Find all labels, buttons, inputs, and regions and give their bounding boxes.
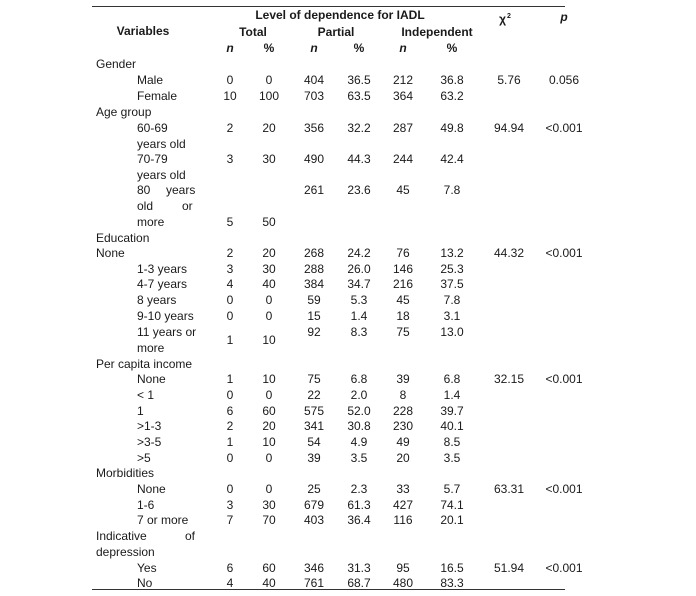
- cell-p: 0.056: [548, 73, 580, 87]
- cell-pp: 8.3: [350, 325, 368, 339]
- cell-pp: 23.6: [347, 183, 371, 197]
- cell-pp: 44.3: [347, 152, 371, 166]
- cell-tn: 4: [226, 277, 234, 291]
- cell-in: 8: [399, 388, 407, 402]
- cell-pp: 32.2: [347, 121, 371, 135]
- category-label: Per capita income: [96, 357, 193, 371]
- cell-in: 75: [396, 325, 410, 339]
- row-label: Yes: [137, 561, 157, 575]
- cell-tn: 0: [226, 482, 234, 496]
- cell-pn: 404: [303, 73, 325, 87]
- cell-ip: 5.7: [443, 482, 461, 496]
- pct-header: %: [446, 41, 458, 55]
- cell-ip: 36.8: [440, 73, 464, 87]
- cell-ip: 74.1: [440, 498, 464, 512]
- row-label: None: [137, 482, 166, 496]
- cell-tp: 0: [265, 73, 273, 87]
- cell-tn: 2: [226, 121, 234, 135]
- cell-tp: 10: [262, 372, 276, 386]
- cell-chi: 94.94: [493, 121, 525, 135]
- cell-pp: 5.3: [350, 293, 368, 307]
- cell-ip: 83.3: [440, 576, 464, 590]
- cell-p: <0.001: [545, 372, 583, 386]
- cell-in: 427: [392, 498, 414, 512]
- cell-pp: 24.2: [347, 246, 371, 260]
- row-label: more: [137, 215, 165, 229]
- cell-pn: 288: [303, 262, 325, 276]
- cell-pn: 59: [307, 293, 321, 307]
- row-label: years: [166, 183, 196, 197]
- cell-tn: 3: [226, 152, 234, 166]
- row-label: Male: [137, 73, 164, 87]
- cell-pp: 1.4: [350, 309, 368, 323]
- cell-pp: 61.3: [347, 498, 371, 512]
- cell-chi: 5.76: [497, 73, 521, 87]
- cell-ip: 3.5: [443, 451, 461, 465]
- cell-tp: 0: [265, 293, 273, 307]
- cell-in: 49: [396, 435, 410, 449]
- cell-ip: 42.4: [440, 152, 464, 166]
- cell-ip: 13.2: [440, 246, 464, 260]
- row-label: 1-3 years: [137, 262, 188, 276]
- category-label: Gender: [96, 57, 137, 71]
- cell-pp: 2.0: [350, 388, 368, 402]
- row-label: 70-79: [137, 152, 168, 166]
- cell-ip: 39.7: [440, 404, 464, 418]
- cell-pp: 31.3: [347, 561, 371, 575]
- row-label: 1-6: [137, 498, 155, 512]
- row-label: >3-5: [137, 435, 162, 449]
- cell-pn: 268: [303, 246, 325, 260]
- cell-tp: 40: [262, 576, 276, 590]
- row-label: 60-69: [137, 121, 168, 135]
- cell-pn: 54: [307, 435, 321, 449]
- cell-pn: 703: [303, 89, 325, 103]
- cell-tp: 30: [262, 152, 276, 166]
- row-label: 8 years: [137, 293, 177, 307]
- row-label: 7 or more: [137, 513, 189, 527]
- category-label: Indicative: [96, 529, 147, 543]
- row-label: >1-3: [137, 419, 162, 433]
- row-label: old: [137, 199, 154, 213]
- row-label: >5: [137, 451, 151, 465]
- cell-pn: 575: [303, 404, 325, 418]
- cell-pn: 761: [303, 576, 325, 590]
- cell-tp: 0: [265, 388, 273, 402]
- cell-pp: 52.0: [347, 404, 371, 418]
- category-label: depression: [96, 545, 155, 559]
- cell-p: <0.001: [545, 561, 583, 575]
- cell-tp: 100: [258, 89, 280, 103]
- cell-tn: 0: [226, 73, 234, 87]
- p-value-header: p: [560, 10, 568, 24]
- cell-in: 18: [396, 309, 410, 323]
- cell-tp: 40: [262, 277, 276, 291]
- row-label: 80: [137, 183, 151, 197]
- cell-in: 45: [396, 293, 410, 307]
- cell-ip: 13.0: [440, 325, 464, 339]
- cell-ip: 16.5: [440, 561, 464, 575]
- cell-p: <0.001: [545, 246, 583, 260]
- cell-ip: 63.2: [440, 89, 464, 103]
- cell-ip: 3.1: [443, 309, 461, 323]
- row-label: None: [137, 372, 166, 386]
- cell-pn: 15: [307, 309, 321, 323]
- cell-chi: 32.15: [493, 372, 525, 386]
- cell-pn: 25: [307, 482, 321, 496]
- cell-tn: 4: [226, 576, 234, 590]
- row-label: 1: [137, 404, 144, 418]
- row-label: No: [137, 576, 153, 590]
- cell-in: 76: [396, 246, 410, 260]
- cell-pp: 68.7: [347, 576, 371, 590]
- cell-tp: 30: [262, 498, 276, 512]
- cell-tp: 0: [265, 482, 273, 496]
- total-header: Total: [239, 25, 267, 39]
- cell-pp: 34.7: [347, 277, 371, 291]
- cell-chi: 51.94: [493, 561, 525, 575]
- category-label: Education: [96, 231, 150, 245]
- cell-in: 39: [396, 372, 410, 386]
- cell-pn: 261: [303, 183, 325, 197]
- cell-in: 20: [396, 451, 410, 465]
- cell-pn: 679: [303, 498, 325, 512]
- cell-in: 244: [392, 152, 414, 166]
- cell-tn: 10: [223, 89, 237, 103]
- cell-pp: 2.3: [350, 482, 368, 496]
- cell-in: 364: [392, 89, 414, 103]
- variables-header: Variables: [116, 24, 170, 38]
- cell-tn: 2: [226, 246, 234, 260]
- n-header: n: [310, 41, 318, 55]
- cell-tn: 3: [226, 498, 234, 512]
- cell-ip: 1.4: [443, 388, 461, 402]
- row-label: more: [137, 341, 165, 355]
- row-label: years old: [137, 137, 186, 151]
- cell-pp: 36.4: [347, 513, 371, 527]
- cell-tp: 0: [265, 451, 273, 465]
- cell-tp: 20: [262, 419, 276, 433]
- n-header: n: [399, 41, 407, 55]
- cell-ip: 8.5: [443, 435, 461, 449]
- cell-pp: 36.5: [347, 73, 371, 87]
- cell-ip: 20.1: [440, 513, 464, 527]
- n-header: n: [226, 41, 234, 55]
- row-label: None: [96, 246, 125, 260]
- cell-chi: 44.32: [493, 246, 525, 260]
- cell-tn: 0: [226, 388, 234, 402]
- cell-pn: 356: [303, 121, 325, 135]
- cell-tp: 0: [265, 309, 273, 323]
- cell-tp: 10: [262, 333, 276, 347]
- cell-in: 228: [392, 404, 414, 418]
- cell-tn: 1: [226, 372, 234, 386]
- cell-ip: 7.8: [443, 293, 461, 307]
- cell-tn: 1: [226, 333, 234, 347]
- cell-ip: 37.5: [440, 277, 464, 291]
- cell-in: 116: [393, 513, 413, 527]
- cell-pp: 3.5: [350, 451, 368, 465]
- cell-tp: 10: [262, 435, 276, 449]
- independent-header: Independent: [401, 25, 473, 39]
- cell-ip: 25.3: [440, 262, 464, 276]
- group-header: Level of dependence for IADL: [255, 8, 425, 22]
- pct-header: %: [263, 41, 275, 55]
- cell-tn: 6: [226, 561, 234, 575]
- cell-tn: 6: [226, 404, 234, 418]
- cell-pp: 30.8: [347, 419, 371, 433]
- cell-in: 212: [392, 73, 414, 87]
- cell-tn: 3: [226, 262, 234, 276]
- cell-in: 216: [392, 277, 414, 291]
- cell-tn: 0: [226, 309, 234, 323]
- cell-pp: 26.0: [347, 262, 371, 276]
- bottom-rule: [92, 589, 565, 590]
- pct-header: %: [353, 41, 365, 55]
- category-label: of: [185, 529, 196, 543]
- cell-p: <0.001: [545, 482, 583, 496]
- row-label: 9-10 years: [137, 309, 194, 323]
- cell-pn: 403: [303, 513, 325, 527]
- cell-chi: 63.31: [493, 482, 525, 496]
- cell-tn: 1: [226, 435, 234, 449]
- cell-pn: 490: [303, 152, 325, 166]
- partial-header: Partial: [317, 25, 355, 39]
- cell-tp: 60: [262, 404, 276, 418]
- cell-pn: 341: [303, 419, 325, 433]
- cell-pn: 346: [303, 561, 325, 575]
- cell-pp: 63.5: [347, 89, 371, 103]
- category-label: Age group: [96, 105, 152, 119]
- row-label: < 1: [137, 388, 155, 402]
- cell-tn: 7: [226, 513, 234, 527]
- row-label: 4-7 years: [137, 277, 188, 291]
- cell-in: 480: [392, 576, 414, 590]
- chi-square-header: $\chi^2$: [499, 12, 511, 26]
- cell-pn: 384: [303, 277, 325, 291]
- category-label: Morbidities: [96, 466, 155, 480]
- cell-pp: 4.9: [350, 435, 368, 449]
- cell-pp: 6.8: [350, 372, 368, 386]
- top-rule: [92, 6, 565, 7]
- cell-tp: 60: [262, 561, 276, 575]
- row-label: Female: [137, 89, 178, 103]
- cell-pn: 92: [307, 325, 321, 339]
- cell-tn: 5: [226, 215, 234, 229]
- cell-tp: 20: [262, 246, 276, 260]
- cell-in: 33: [396, 482, 410, 496]
- cell-ip: 6.8: [443, 372, 461, 386]
- cell-in: 230: [392, 419, 414, 433]
- cell-in: 95: [396, 561, 410, 575]
- cell-pn: 39: [307, 451, 321, 465]
- cell-pn: 75: [307, 372, 321, 386]
- cell-in: 45: [396, 183, 410, 197]
- row-label: years old: [137, 168, 186, 182]
- cell-tp: 70: [262, 513, 276, 527]
- cell-pn: 22: [307, 388, 321, 402]
- cell-tn: 0: [226, 293, 234, 307]
- cell-tn: 2: [226, 419, 234, 433]
- cell-tn: 0: [226, 451, 234, 465]
- cell-ip: 40.1: [440, 419, 464, 433]
- cell-p: <0.001: [545, 121, 583, 135]
- cell-tp: 30: [262, 262, 276, 276]
- cell-in: 287: [392, 121, 414, 135]
- cell-ip: 49.8: [440, 121, 464, 135]
- cell-ip: 7.8: [443, 183, 461, 197]
- cell-in: 146: [392, 262, 414, 276]
- row-label: 11 years or: [137, 325, 197, 339]
- cell-tp: 50: [262, 215, 276, 229]
- row-label: or: [182, 199, 193, 213]
- cell-tp: 20: [262, 121, 276, 135]
